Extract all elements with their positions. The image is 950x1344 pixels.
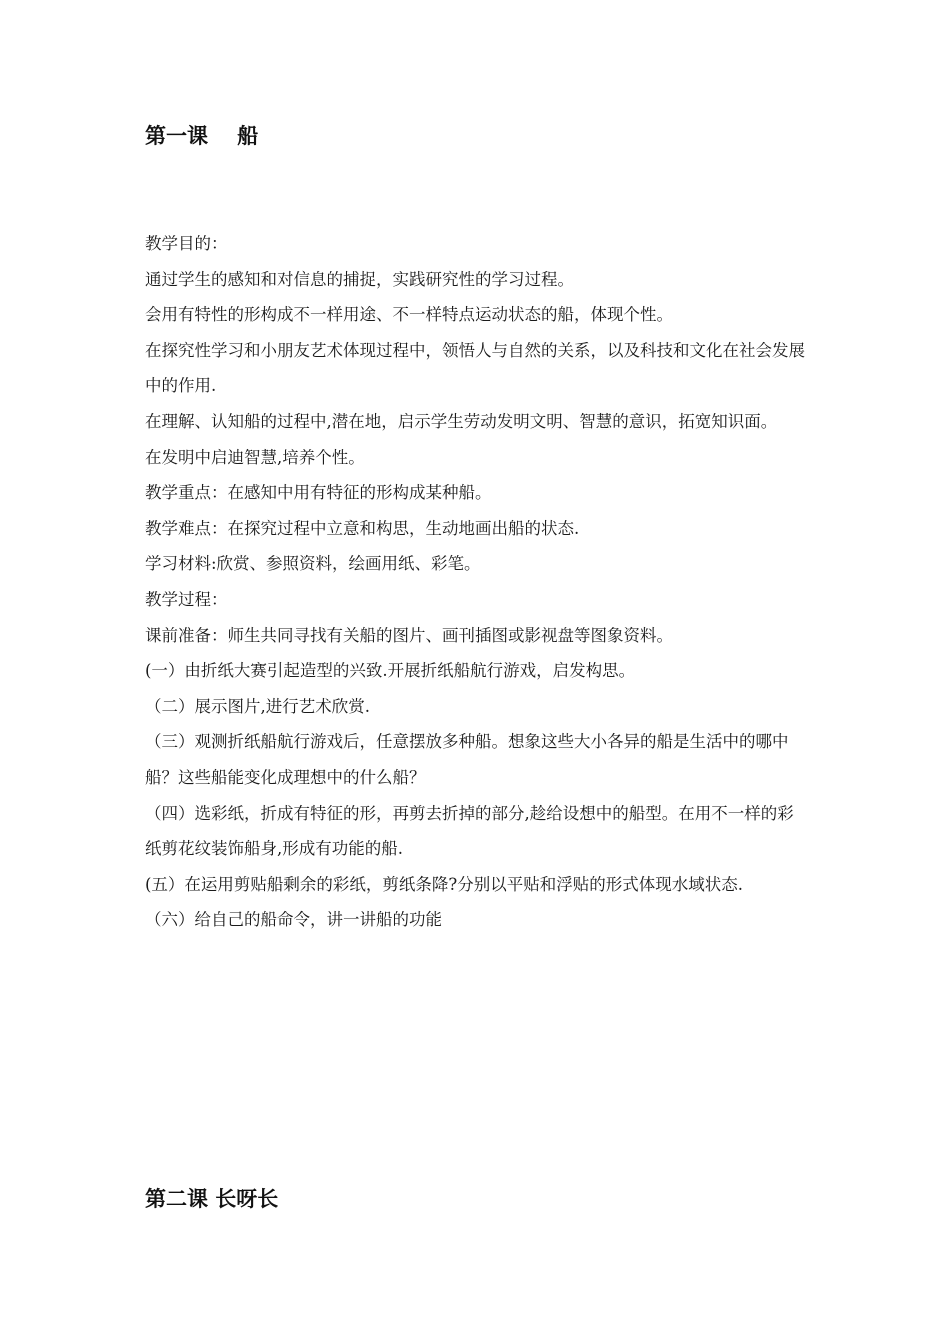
- lesson-2-title: 第二课 长呀长: [145, 1187, 279, 1211]
- learning-materials: 学习材料:欣赏、参照资料，绘画用纸、彩笔。: [145, 554, 481, 574]
- teaching-process-heading: 教学过程：: [145, 589, 228, 609]
- process-step: (一）由折纸大赛引起造型的兴致.开展折纸船航行游戏，启发构思。: [145, 661, 636, 681]
- process-step: （二）展示图片,进行艺术欣赏.: [145, 696, 370, 716]
- lesson-1-body: [145, 226, 810, 938]
- paragraph: 在发明中启迪智慧,培养个性。: [145, 447, 365, 467]
- key-points: 教学重点：在感知中用有特征的形构成某种船。: [145, 483, 492, 503]
- paragraph: 会用有特性的形构成不一样用途、不一样特点运动状态的船，体现个性。: [145, 305, 673, 325]
- paragraph: 在理解、认知船的过程中,潜在地，启示学生劳动发明文明、智慧的意识，拓宽知识面。: [145, 411, 778, 431]
- teaching-objectives-heading: 教学目的：: [145, 234, 228, 253]
- difficult-points: 教学难点：在探究过程中立意和构思，生动地画出船的状态.: [145, 518, 580, 538]
- paragraph: 在探究性学习和小朋友艺术体现过程中，领悟人与自然的关系，以及科技和文化在社会发展中的作用.: [145, 340, 805, 396]
- process-step: （四）选彩纸，折成有特征的形，再剪去折掉的部分,趁给设想中的船型。在用不一样的彩纸剪花纹装饰船身,形成有功能的船.: [145, 803, 794, 859]
- process-step: (五）在运用剪贴船剩余的彩纸，剪纸条降?分别以平贴和浮贴的形式体现水域状态.: [145, 874, 744, 894]
- pre-class-preparation: 课前准备：师生共同寻找有关船的图片、画刊插图或影视盘等图象资料。: [145, 625, 673, 645]
- lesson-1-title: 第一课 船: [145, 124, 259, 148]
- paragraph: 通过学生的感知和对信息的捕捉，实践研究性的学习过程。: [145, 269, 574, 289]
- process-step: （三）观测折纸船航行游戏后，任意摆放多种船。想象这些大小各异的船是生活中的哪中船？这些船能变化成理想中的什么船？: [145, 732, 789, 787]
- process-step: （六）给自己的船命令，讲一讲船的功能: [145, 910, 442, 930]
